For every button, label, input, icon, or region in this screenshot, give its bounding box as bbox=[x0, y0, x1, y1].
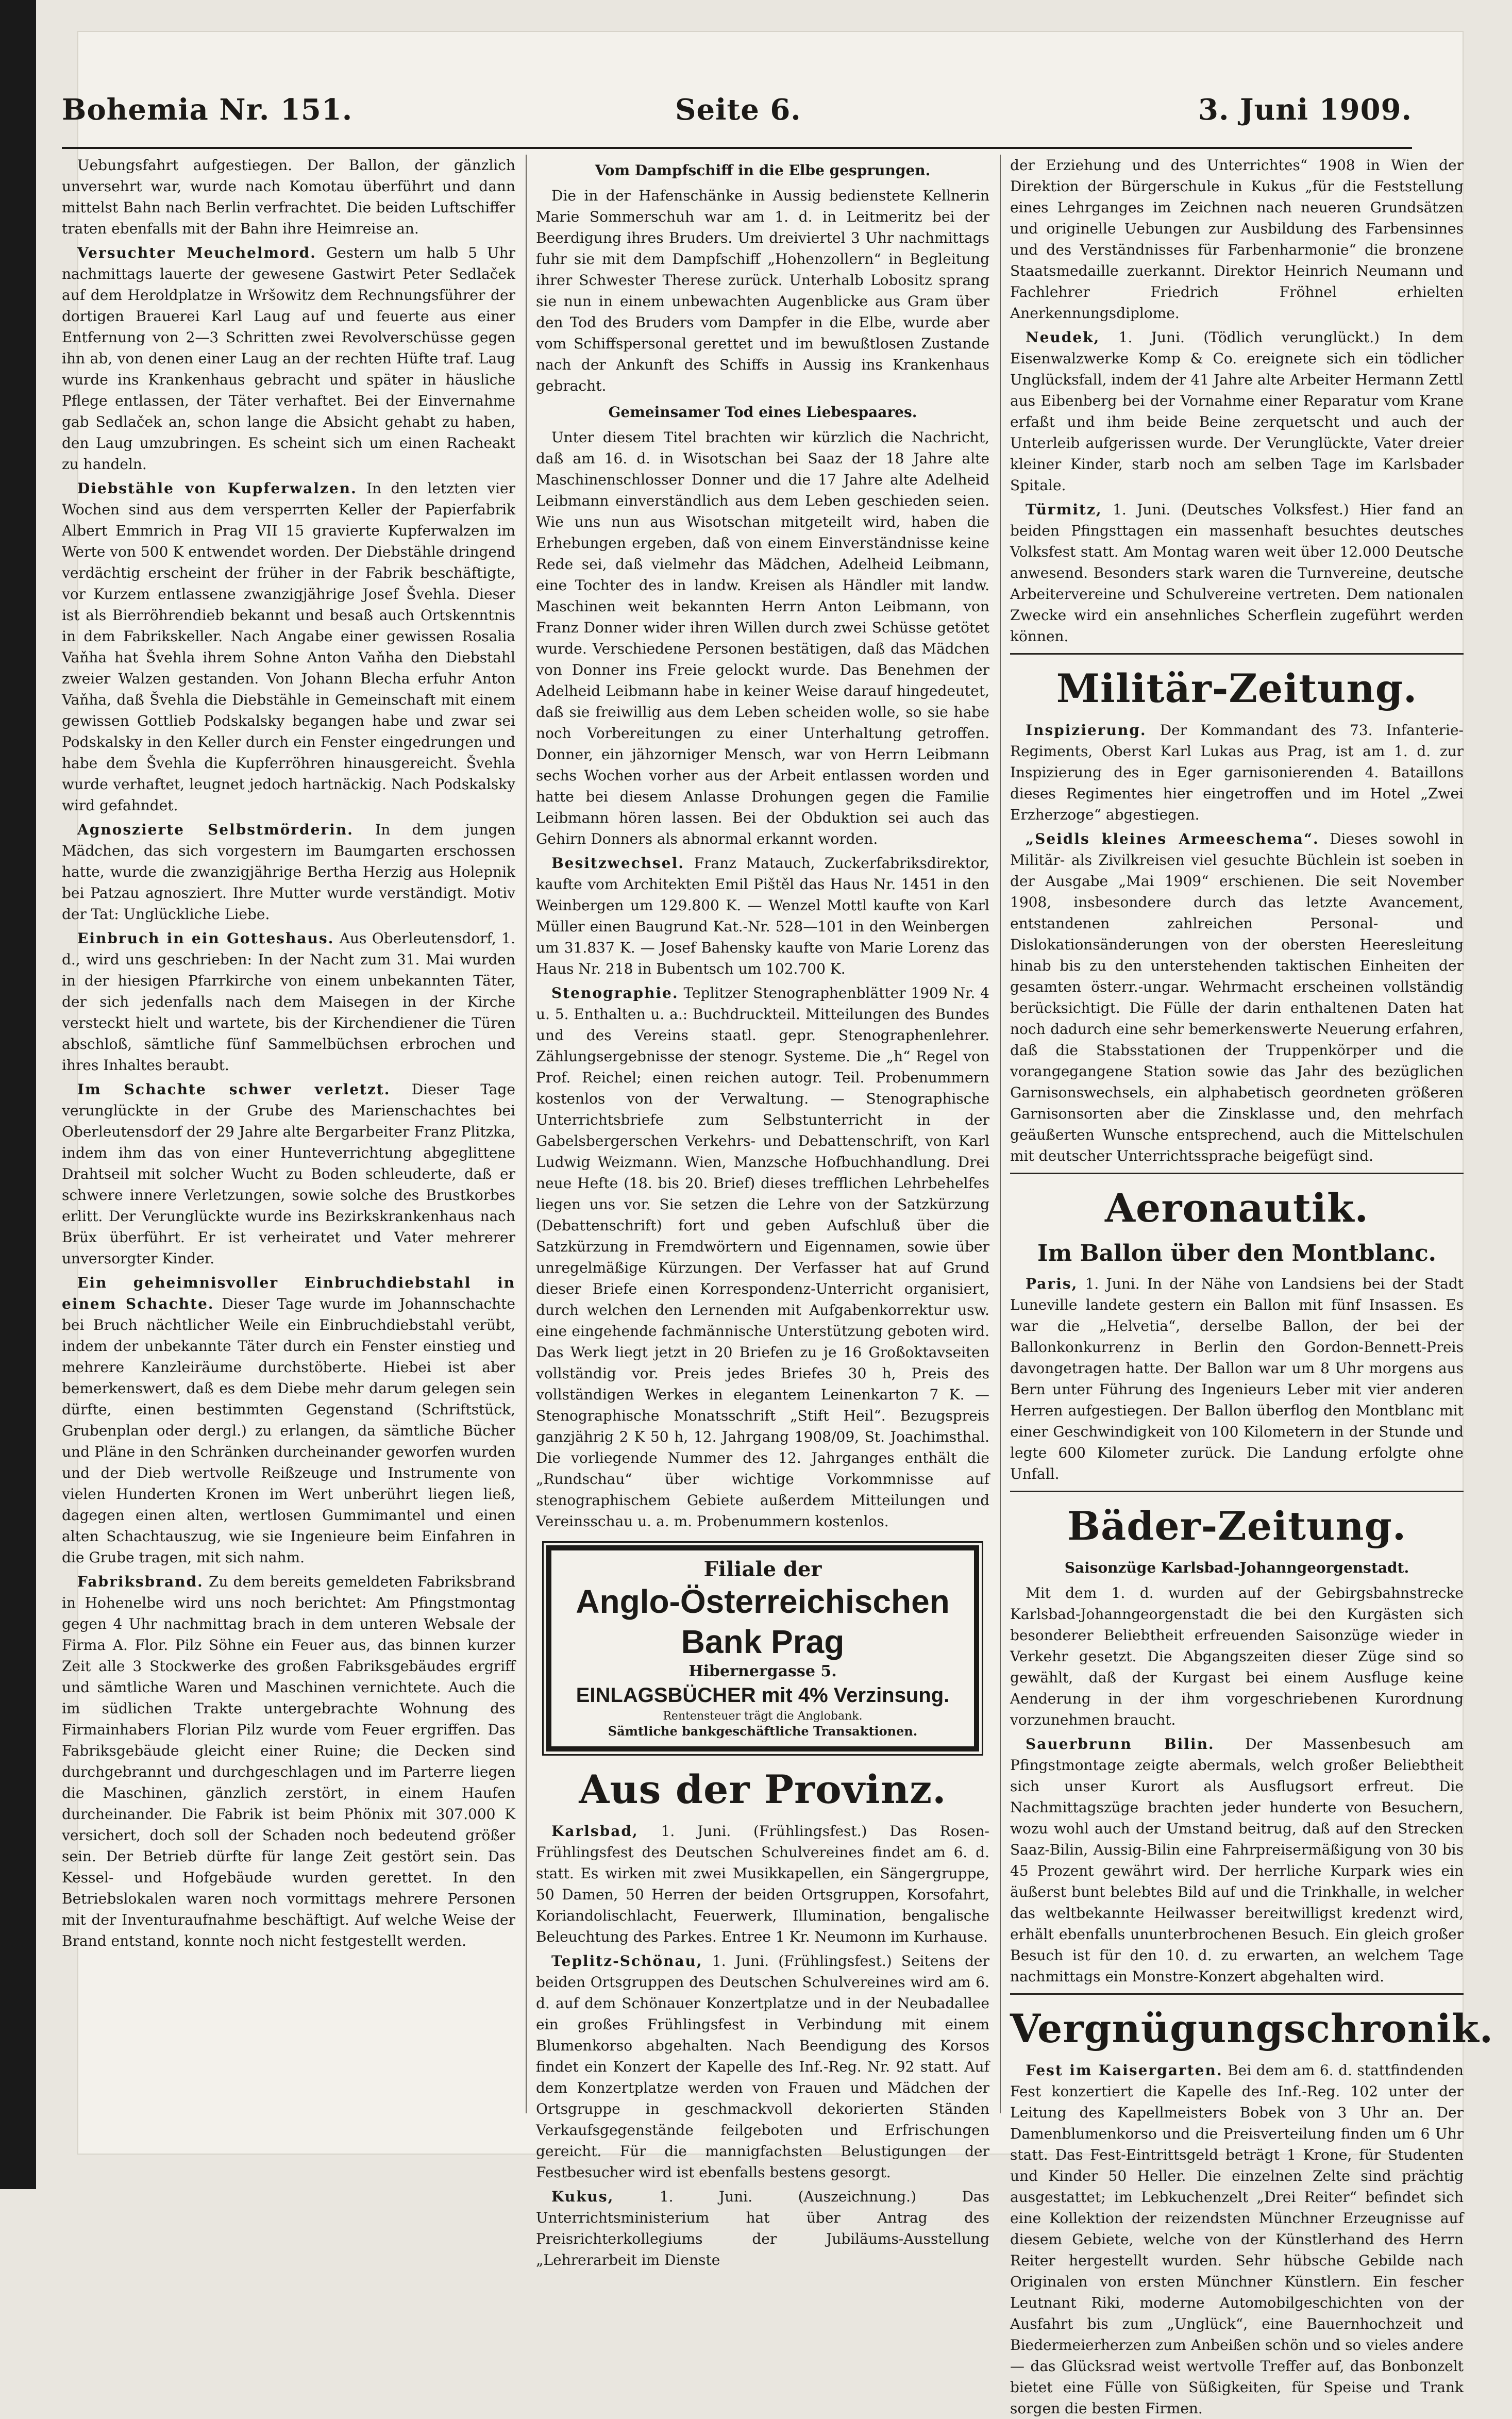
header-date: 3. Juni 1909. bbox=[1198, 93, 1412, 127]
article-headline: Agnoszierte Selbstmörderin. bbox=[77, 821, 354, 838]
article-kukus bbox=[536, 2186, 989, 2271]
section-title-militaer: Militär-Zeitung. bbox=[1056, 665, 1418, 711]
article-body: Gestern um halb 5 Uhr nachmittags lauerte der gewesene Gastwirt Peter Sedlaček auf dem Heroldplatze in Wršowitz dem Rechnungsführer der dortigen Brauerei Karl Laug auf und feuerte aus einer Entfernung von 2—3 Schritten zwei Revolverschüsse gegen ihn ab, von denen einer Laug an der rechten Hüfte traf. Laug wurde ins Krankenhaus gebracht und später in häusliche Pflege entlassen, der Täter verhaftet. Bei der Einvernahme gab Sedlaček an, schon lange die Absicht gehabt zu haben, den Laug umzubringen. Es scheint sich um einen Racheakt zu handeln. bbox=[62, 244, 515, 473]
article-saisonzuege bbox=[1010, 1582, 1464, 1730]
article-karlsbad bbox=[536, 1821, 989, 1947]
subsection-title-saisonzuege: Saisonzüge Karlsbad-Johanngeorgenstadt. bbox=[1064, 1559, 1409, 1576]
section-title-baeder: Bäder-Zeitung. bbox=[1067, 1503, 1407, 1549]
section-rule bbox=[1010, 1993, 1464, 1995]
article-headline: Sauerbrunn Bilin. bbox=[1026, 1736, 1215, 1753]
column-1 bbox=[62, 155, 515, 2124]
ad-services: Sämtliche bankgeschäftliche Transaktionen. bbox=[608, 1724, 918, 1739]
article-body: Unter diesem Titel brachten wir kürzlich die Nachricht, daß am 16. d. in Wisotschan bei Saaz der 18 Jahre alte Maschinenschlosser Donner und die 17 Jahre alte Adelheid Leibmann einverständlich aus dem Leben geschieden seien. Wie uns nun aus Wisotschan mitgeteilt wird, haben die Erhebungen ergeben, daß von einem Einverständnisse keine Rede sei, daß vielmehr das Mädchen, Adelheid Leibmann, eine Tochter des in landw. Kreisen als Händler mit landw. Maschinen weit bekannten Herrn Anton Leibmann, von Franz Donner wider ihren Willen durch zwei Schüsse getötet wurde. Verschiedene Personen bestätigen, daß das Mädchen von Donner ins Freie gelockt wurde. Das Benehmen der Adelheid Leibmann habe in keiner Weise darauf hingedeutet, daß sie freiwillig aus dem Leben scheiden wolle, so sie habe noch Vorbereitungen zu einer Unterhaltung getroffen. Donner, ein jähzorniger Mensch, war von Herrn Leibmann sechs Wochen vorher aus der Arbeit entlassen worden und hatte bei diesem Anlasse Drohungen gegen die Familie Leibmann hören lassen. Bei der Obduktion sei auch das Gehirn Donners als abnormal erkannt worden. bbox=[536, 429, 989, 847]
article-headline: Fabriksbrand. bbox=[77, 1573, 204, 1590]
ad-line-filiale: Filiale der bbox=[703, 1557, 822, 1581]
header-rule bbox=[62, 147, 1412, 149]
column-3 bbox=[1010, 155, 1494, 2417]
article-headline: Gemeinsamer Tod eines Liebespaares. bbox=[608, 404, 917, 421]
section-rule bbox=[1010, 653, 1464, 655]
section-rule bbox=[1010, 1173, 1464, 1174]
column-rule-1 bbox=[526, 155, 527, 2113]
article-inspizierung bbox=[1010, 720, 1464, 825]
article-einbruchdiebstahl bbox=[62, 1272, 515, 1568]
article-body: Teplitzer Stenographenblätter 1909 Nr. 4 u. 5. Enthalten u. a.: Buchdruckteil. Mitteilungen des Bundes und des Vereins staatl. gepr. Stenographenlehrer. Zählungsergebnisse der stenogr. Systeme. Die „h“ Regel von Prof. Reichel; einen reichen autogr. Teil. Probenummern kostenlos von der Verwaltung. — Stenographische Unterrichtsbriefe zum Selbstunterricht in der Gabelsbergerschen Verkehrs- und Debattenschrift, von Karl Ludwig Weizmann. Wien, Manzsche Hofbuchhandlung. Drei neue Hefte (18. bis 20. Brief) dieses trefflichen Lehrbehelfes liegen uns vor. Sie setzen die Lehre von der Satzkürzung (Debattenschrift) fort und geben Aufschluß über die Satzkürzung in Fremdwörtern und Eigennamen, sowie über unregelmäßige Kürzungen. Der Verfasser hat auf Grund dieser Briefe einen Korrespondenz-Unterricht organisiert, durch welchen den Lernenden mit Aufgabenkorrektur usw. eine eingehende fachmännische Unterstützung geboten wird. Das Werk liegt jetzt in 20 Briefen zu je 16 Großoktavseiten vollständig vor. Preis jedes Briefes 30 h, Preis des vollständigen Werkes in elegantem Leinenkarton 7 K. — Stenographische Monatsschrift „Stift Heil“. Bezugspreis ganzjährig 2 K 50 h, 12. Jahrgang 1908/09, St. Joachimsthal. Die vorliegende Nummer des 12. Jahrganges enthält die „Rundschau“ über wichtige Vorkommnisse auf stenographischem Gebiete außerdem Mitteilungen und Vereinsschau u. a. m. Probenummern kostenlos. bbox=[536, 985, 989, 1530]
article-armeeschema bbox=[1010, 828, 1464, 1166]
article-body: 1. Juni. (Auszeichnung.) Das Unterrichtsministerium hat über Antrag des Preisrichterkollegiums der Jubiläums-Ausstellung „Lehrerarbeit im Dienste bbox=[536, 2188, 989, 2268]
article-headline: Versuchter Meuchelmord. bbox=[77, 244, 316, 261]
article-besitzwechsel bbox=[536, 853, 989, 979]
ad-bank-name: Anglo-Österreichischen Bank Prag bbox=[576, 1583, 950, 1660]
article-body: Bei dem am 6. d. stattfindenden Fest konzertiert die Kapelle des Inf.-Reg. 102 unter der Leitung des Kapellmeisters Bobek von 3 Uhr an. Der Damenblumenkorso und die Preisverteilung finden um 6 Uhr statt. Das Fest-Eintrittsgeld beträgt 1 Krone, für Studenten und Kinder 50 Heller. Die einzelnen Zelte sind prächtig ausgestattet; im Lebkuchenzelt „Drei Reiter“ befindet sich eine Kollektion der reizendsten Münchner Erzeugnisse auf diesem Gebiete, welche von der Künstlerhand des Herrn Reiter hergestellt wurden. Sehr hübsche Gebilde nach Originalen von ersten Münchner Künstlern. Ein fescher Leutnant Riki, moderne Automobilgeschichten von der Ausfahrt bis zum „Unglück“, eine Bauernhochzeit und Biedermeierherzen zum Anbeißen schön und so vieles andere — das Glücksrad weist wertvolle Treffer auf, das Bonbonzelt bietet eine Fülle von Süßigkeiten, für Speise und Trank sorgen die besten Firmen. bbox=[1010, 2062, 1464, 2417]
article-headline: Besitzwechsel. bbox=[551, 855, 685, 872]
article-body: der Erziehung und des Unterrichtes“ 1908 in Wien der Direktion der Bürgerschule in Kukus „für die Feststellung eines Lehrganges im Zeichnen nach neueren Grundsätzen und originelle Uebungen zur Ausbildung des Farbensinnes und des Verständnisses für Farbenharmonie“ die bronzene Staatsmedaille zuerkannt. Direktor Heinrich Neumann und Fachlehrer Friedrich Fröhnel erhielten Anerkennungsdiplome. bbox=[1010, 157, 1464, 322]
article-headline: Diebstähle von Kupferwalzen. bbox=[77, 480, 357, 497]
article-headline: Paris, bbox=[1026, 1275, 1078, 1292]
article-stenographie bbox=[536, 982, 989, 1532]
article-teplitz bbox=[536, 1950, 989, 2183]
article-headline: Ein geheimnisvoller Einbruchdiebstahl in einem Schachte. bbox=[62, 1274, 515, 1312]
article-dampfschiff bbox=[536, 160, 989, 396]
page-header bbox=[62, 88, 1412, 144]
article-body: 1. Juni. (Deutsches Volksfest.) Hier fand an beiden Pfingsttagen ein massenhaft besuchtes deutsches Volksfest statt. Am Montag waren weit über 12.000 Deutsche anwesend. Besonders stark waren die Turnvereine, deutsche Arbeitervereine und Schulvereine vertreten. Dem nationalen Zwecke wird ein ansehnliches Scherflein zugeführt werden können. bbox=[1010, 501, 1464, 645]
section-rule bbox=[1010, 1491, 1464, 1492]
article-kaisergarten bbox=[1010, 2060, 1464, 2419]
article-headline: Neudek, bbox=[1026, 329, 1100, 346]
article-body: In dem jungen Mädchen, das sich vorgestern im Baumgarten erschossen hatte, wurde die zwanzigjährige Bertha Herzig aus Holepnik bei Patzau agnosziert. Ihre Mutter wurde verständigt. Motiv der Tat: Unglückliche Liebe. bbox=[62, 821, 516, 923]
article-headline: Vom Dampfschiff in die Elbe gesprungen. bbox=[595, 162, 931, 179]
article-schacht-verletzt bbox=[62, 1079, 515, 1269]
article-paris-ballon bbox=[1010, 1273, 1464, 1484]
article-selbstmoerderin bbox=[62, 819, 515, 925]
article-body: 1. Juni. In der Nähe von Landsiens bei der Stadt Luneville landete gestern ein Ballon mit fünf Insassen. Es war die „Helvetia“, derselbe Ballon, der bei der Ballonkonkurrenz in Berlin den Gordon-Bennett-Preis davongetragen hatte. Der Ballon war um 8 Uhr morgens aus Bern unter Führung des Ingenieurs Leber mit vier anderen Herren aufgestiegen. Der Ballon überflog den Montblanc mit einer Geschwindigkeit von 100 Kilometern in der Stunde und legte 600 Kilometer zurück. Die Landung erfolgte ohne Unfall. bbox=[1010, 1275, 1464, 1482]
header-page-number: Seite 6. bbox=[675, 93, 801, 127]
article-kukus-continuation bbox=[1010, 155, 1464, 324]
article-body: Dieser Tage wurde im Johannschachte bei Bruch nächtlicher Weile ein Einbruchdiebstahl verübt, indem der unbekannte Täter durch ein Fenster einstieg und mehrere Kanzleiräume durchstöberte. Hiebei ist aber bemerkenswert, daß es dem Diebe mehr darum gelegen sein dürfte, einen bestimmten Gegenstand (Schriftstück, Grubenplan oder dergl.) zu erlangen, da sämtliche Bücher und Pläne in den Schränken durcheinander geworfen wurden und der Dieb wertvolle Reißzeuge und Instrumente von vielen Hunderten Kronen im Wert unberührt liegen ließ, dagegen einen alten, wertlosen Gummimantel und einen alten Schachtauszug, wie sie Ingenieure beim Einfahren in die Grube tragen, mit sich nahm. bbox=[62, 1295, 515, 1566]
article-body: Uebungsfahrt aufgestiegen. Der Ballon, der gänzlich unversehrt war, wurde nach Komotau überführt und dann mittelst Bahn nach Berlin verfrachtet. Die beiden Luftschiffer traten ebenfalls mit der Bahn ihre Heimreise an. bbox=[62, 157, 515, 237]
section-title-aeronautik: Aeronautik. bbox=[1105, 1185, 1369, 1231]
article-balloon-continuation bbox=[62, 155, 515, 239]
article-headline: Türmitz, bbox=[1026, 501, 1102, 518]
column-rule-2 bbox=[1000, 155, 1001, 2113]
section-title-provinz: Aus der Provinz. bbox=[579, 1766, 947, 1812]
ad-offer: EINLAGSBÜCHER mit 4% Verzinsung. bbox=[576, 1684, 950, 1707]
article-body: 1. Juni. (Tödlich verunglückt.) In dem Eisenwalzwerke Komp & Co. ereignete sich ein tödlicher Unglücksfall, indem der 41 Jahre alte Arbeiter Hermann Zettl aus Eibenberg bei der Vornahme einer Reparatur vom Krane erfaßt und ihm beide Beine zerquetscht und auch der Unterleib aufgerissen wurde. Der Verunglückte, Vater dreier kleiner Kinder, starb noch am selben Tage im Karlsbader Spitale. bbox=[1010, 329, 1464, 494]
article-headline: Einbruch in ein Gotteshaus. bbox=[77, 930, 334, 947]
bank-advertisement bbox=[546, 1545, 979, 1751]
ad-tax-note: Rentensteuer trägt die Anglobank. bbox=[663, 1710, 863, 1723]
article-headline: „Seidls kleines Armeeschema“. bbox=[1026, 830, 1319, 847]
article-bilin bbox=[1010, 1733, 1464, 1987]
article-body: In den letzten vier Wochen sind aus dem versperrten Keller der Papierfabrik Albert Emmrich in Prag VII 15 gravierte Kupferwalzen im Werte von 500 K entwendet worden. Der Diebstähle dringend verdächtig erscheint der früher in der Fabrik beschäftigte, vor Kurzem entlassene zwanzigjährige Josef Švehla. Dieser ist als Bierröhrendieb bekannt und besaß auch Ortskenntnis in dem Fabrikskeller. Nach Angabe einer gewissen Rosalia Vaňha hat Švehla ihrem Sohne Anton Vaňha den Diebstahl zweier Walzen gestanden. Von Johann Blecha erfuhr Anton Vaňha, daß Švehla die Diebstähle in Gemeinschaft mit einem gewissen Gottlieb Podskalsky begangen habe und zwar sei Podskalsky in den Keller durch ein Fenster eingedrungen und habe dem Švehla die Kupferröhren hinausgereicht. Švehla wurde verhaftet, leugnet jedoch hartnäckig. Nach Podskalsky wird gefahndet. bbox=[62, 480, 515, 814]
article-meuchelmord bbox=[62, 242, 515, 475]
article-headline: Karlsbad, bbox=[551, 1823, 639, 1840]
article-headline: Kukus, bbox=[551, 2188, 614, 2205]
article-body: Die in der Hafenschänke in Aussig bedienstete Kellnerin Marie Sommerschuh war am 1. d. in Leitmeritz bei der Beerdigung ihres Bruders. Um dreiviertel 3 Uhr nachmittags fuhr sie mit dem Dampfschiff „Hohenzollern“ in Begleitung ihrer Schwester Therese zurück. Unterhalb Lobositz sprang sie nun in einem unbewachten Augenblicke aus Gram über den Tod des Bruders vom Dampfer in die Elbe, wurde aber vom Schiffspersonal gerettet und im bewußtlosen Zustande nach der Ankunft des Schiffs in Aussig ins Krankenhaus gebracht. bbox=[536, 187, 989, 394]
ad-address: Hibernergasse 5. bbox=[688, 1662, 837, 1680]
section-title-vergnuegung: Vergnügungschronik. bbox=[1010, 2006, 1494, 2051]
article-tuermitz bbox=[1010, 499, 1464, 647]
article-headline: Stenographie. bbox=[551, 985, 679, 1002]
article-body: Franz Matauch, Zuckerfabriksdirektor, kaufte vom Architekten Emil Pištěl das Haus Nr. 1451 in den Weinbergen um 129.800 K. — Wenzel Mottl kaufte von Karl Müller einen Baugrund Kat.-Nr. 528—101 in den Weinbergen um 31.837 K. — Josef Bahensky kaufte von Marie Lorenz das Haus Nr. 218 in Bubentsch um 102.700 K. bbox=[536, 855, 989, 977]
article-body: Aus Oberleutensdorf, 1. d., wird uns geschrieben: In der Nacht zum 31. Mai wurden in der hiesigen Pfarrkirche von einem unbekannten Täter, der sich jedenfalls nach dem Maisegen in der Kirche versteckt hielt und wartete, bis der Kirchendiener die Türen abschloß, sämtliche fünf Sammelbüchsen erbrochen und ihres Inhaltes beraubt. bbox=[62, 930, 515, 1074]
article-headline: Teplitz-Schönau, bbox=[551, 1953, 703, 1970]
subsection-title-montblanc: Im Ballon über den Montblanc. bbox=[1037, 1240, 1437, 1266]
article-body: Zu dem bereits gemeldeten Fabriksbrand in Hohenelbe wird uns noch berichtet: Am Pfingstmontag gegen 4 Uhr nachmittag brach in dem unteren Websale der Firma A. Flor. Pilz Söhne ein Feuer aus, das binnen kurzer Zeit alle 3 Stockwerke des großen Fabriksgebäudes ergriff und sämtliche Waren und Maschinen vernichtete. Auch die im südlichen Trakte untergebrachte Wohnung des Firmainhabers Florian Pilz wurde vom Feuer ergriffen. Das Fabriksgebäude gleicht einer Ruine; die Decken sind durchgebrannt und durchgeschlagen und im Parterre liegen die Maschinen, gänzlich zerstört, in einem Haufen durcheinander. Die Fabrik ist beim Phönix mit 307.000 K versichert, doch soll der Schaden noch bedeutend größer sein. Der Betrieb dürfte für lange Zeit gestört sein. Das Kessel- und Hofgebäude wurden gerettet. In den Betriebslokalen waren noch vormittags mehrere Personen mit der Inventuraufnahme beschäftigt. Auf welche Weise der Brand entstand, konnte noch nicht festgestellt werden. bbox=[62, 1573, 516, 1949]
article-neudek bbox=[1010, 327, 1464, 496]
article-gotteshaus bbox=[62, 928, 515, 1076]
article-liebespaar bbox=[536, 402, 989, 849]
scan-margin-strip bbox=[0, 0, 36, 2189]
article-headline: Fest im Kaisergarten. bbox=[1026, 2062, 1223, 2079]
article-body: 1. Juni. (Frühlingsfest.) Seitens der beiden Ortsgruppen des Deutschen Schulvereines wird am 6. d. auf dem Schönauer Konzertplatze und in der Neubadallee ein großes Frühlingsfest in Verbindung mit einem Blumenkorso abgehalten. Nach Beendigung des Korsos findet ein Konzert der Kapelle des Inf.-Reg. Nr. 92 statt. Auf dem Konzertplatze werden von Frauen und Mädchen der Ortsgruppe in geschmackvoll dekorierten Ständen Verkaufsgegenstände feilgeboten und Erfrischungen gereicht. Für die mannigfachsten Belustigungen der Festbesucher wird ist ebenfalls bestens gesorgt. bbox=[536, 1953, 989, 2181]
article-fabriksbrand bbox=[62, 1571, 515, 1951]
article-body: Dieser Tage verunglückte in der Grube des Marienschachtes bei Oberleutensdorf der 29 Jahre alte Bergarbeiter Franz Plitzka, indem ihm das von einer Hunteverrichtung abgeglittene Drahtseil mit solcher Wucht zu Boden schleuderte, daß er schwere innere Verletzungen, sowie solche des Brustkorbes erlitt. Der Verunglückte wurde ins Bezirkskrankenhaus nach Brüx überführt. Er ist verheiratet und Vater mehrerer unversorgter Kinder. bbox=[62, 1081, 515, 1267]
header-paper-name: Bohemia Nr. 151. bbox=[62, 93, 353, 127]
article-kupferwalzen bbox=[62, 478, 515, 816]
article-body: Der Kommandant des 73. Infanterie-Regiments, Oberst Karl Lukas aus Prag, ist am 1. d. zur Inspizierung des in Eger garnisonierenden 4. Bataillons dieses Regimentes hier eingetroffen und im Hotel „Zwei Erzherzoge“ abgestiegen. bbox=[1010, 722, 1464, 823]
article-headline: Inspizierung. bbox=[1026, 722, 1147, 739]
article-headline: Im Schachte schwer verletzt. bbox=[77, 1081, 391, 1098]
article-body: 1. Juni. (Frühlingsfest.) Das Rosen-Frühlingsfest des Deutschen Schulvereines findet am 6. d. statt. Es wirken mit zwei Musikkapellen, ein Sängergruppe, 50 Damen, 50 Herren der beiden Ortsgruppen, Korsofahrt, Koriandolischlacht, Feuerwerk, Illumination, bengalische Beleuchtung des Parkes. Entree 1 Kr. Neumonn im Kurhause. bbox=[536, 1823, 990, 1945]
article-body: Mit dem 1. d. wurden auf der Gebirgsbahnstrecke Karlsbad-Johanngeorgenstadt die bei den Kurgästen sich besonderer Beliebtheit erfreuenden Saisonzüge wieder in Verkehr gesetzt. Die Abgangszeiten dieser Züge sind so gewählt, daß der Kurgast bei einem Ausfluge keine Aenderung in der ihm vorgeschriebenen Kurordnung vorzunehmen braucht. bbox=[1010, 1584, 1464, 1728]
article-body: Dieses sowohl in Militär- als Zivilkreisen viel gesuchte Büchlein ist soeben in der Ausgabe „Mai 1909“ erschienen. Die seit November 1908, insbesondere durch das letzte Avancement, entstandenen zahlreichen Personal- und Dislokationsänderungen von der obersten Heeresleitung hinab bis zu den unterstehenden taktischen Einheiten der gesamten österr.-ungar. Wehrmacht erscheinen vollständig berücksichtigt. Die Fülle der darin enthaltenen Daten hat noch dadurch eine sehr bemerkenswerte Neuerung erfahren, daß die Stabsstationen der Truppenkörper und die vorangegangene Station sowie das Jahr des bezüglichen Garnisonswechsels, ein alphabetisch geordneten größeren Garnisonsorten aber die Zinsklasse und, den mehrfach geäußerten Wunsche entsprechend, auch die Mittelschulen mit deutscher Unterrichtssprache beigefügt sind. bbox=[1010, 830, 1464, 1164]
article-body: Der Massenbesuch am Pfingstmontage zeigte abermals, welch großer Beliebtheit sich unser Kurort als Ausflugsort erfreut. Die Nachmittagszüge brachten jeder hunderte von Besuchern, wozu wohl auch der Umstand beitrug, daß auf den Strecken Saaz-Bilin, Aussig-Bilin eine Fahrpreisermäßigung von 30 bis 45 Prozent gewährt wird. Der herrliche Kurpark wies ein äußerst bunt belebtes Bild auf und die Trinkhalle, in welcher das weltbekannte Heilwasser bereitwilligst kredenzt wird, erhält ebenfalls ununterbrochenen Besuch. Ein gleich großer Besuch ist für den 10. d. zu erwarten, an welchem Tage nachmittags ein Monstre-Konzert abgehalten wird. bbox=[1010, 1736, 1464, 1985]
column-2 bbox=[536, 155, 990, 2268]
